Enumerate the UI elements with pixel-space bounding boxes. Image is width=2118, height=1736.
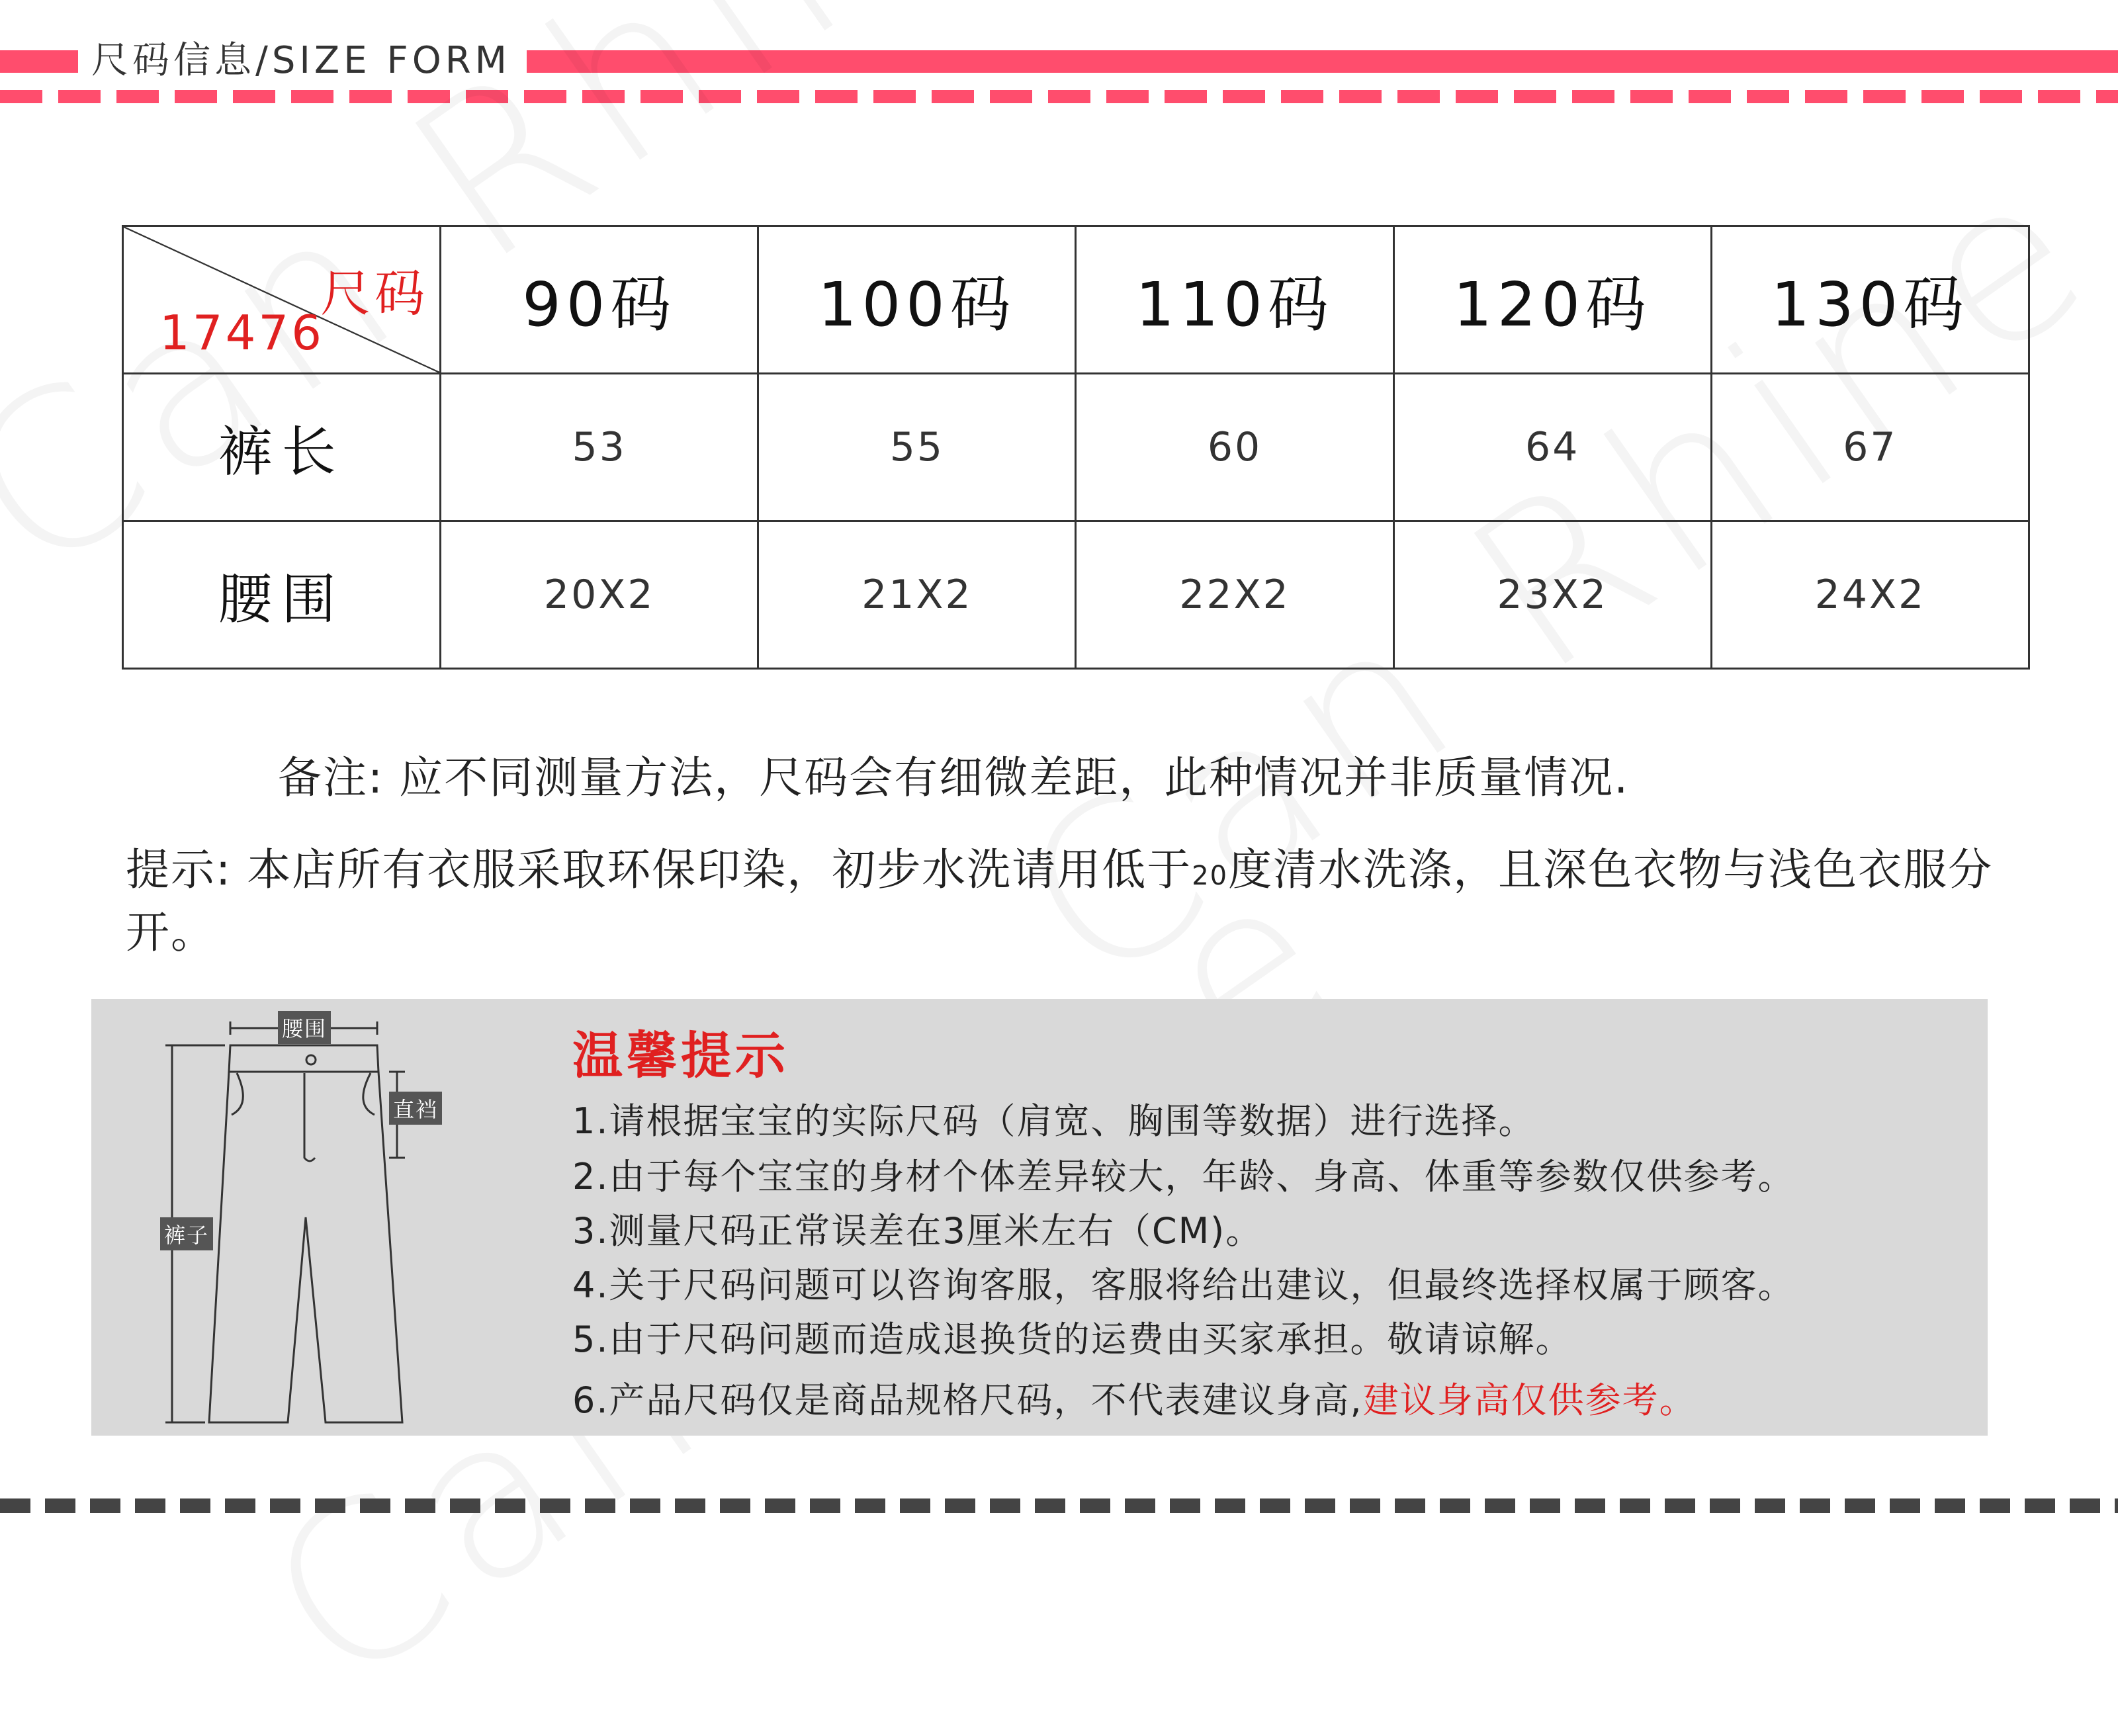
tip-item: 4.关于尺码问题可以咨询客服，客服将给出建议，但最终选择权属于顾客。 <box>572 1264 1795 1306</box>
tip-highlight: 建议身高仅供参考。 <box>1362 1379 1697 1421</box>
corner-size-label: 尺码 <box>320 264 429 323</box>
table-cell: 24X2 <box>1711 521 2029 669</box>
tip-item: 1.请根据宝宝的实际尺码（肩宽、胸围等数据）进行选择。 <box>572 1100 1536 1142</box>
tip-text: 6.产品尺码仅是商品规格尺码，不代表建议身高, <box>572 1379 1363 1421</box>
size-column-header: 110码 <box>1076 226 1393 374</box>
table-cell: 23X2 <box>1393 521 1711 669</box>
table-cell: 64 <box>1393 374 1711 521</box>
dashed-divider-bottom <box>0 1498 2118 1513</box>
hint-text: 度清水洗涤，且深色衣物与浅色衣服分开。 <box>126 844 1994 958</box>
pants-measurement-diagram <box>152 999 483 1436</box>
table-corner-cell <box>123 226 441 374</box>
table-cell: 21X2 <box>758 521 1076 669</box>
table-cell: 55 <box>758 374 1076 521</box>
table-row <box>123 521 2029 669</box>
length-label: 裤子 <box>160 1217 213 1250</box>
table-header-row <box>123 226 2029 374</box>
waist-label: 腰围 <box>278 1011 331 1044</box>
dashed-divider-top <box>0 90 2118 103</box>
tip-item <box>572 1372 1697 1423</box>
row-header-waist: 腰围 <box>123 521 441 669</box>
size-column-header: 90码 <box>441 226 758 374</box>
table-cell: 53 <box>441 374 758 521</box>
table-cell: 67 <box>1711 374 2029 521</box>
size-column-header: 120码 <box>1393 226 1711 374</box>
tips-title: 温馨提示 <box>572 1026 789 1085</box>
size-column-header: 130码 <box>1711 226 2029 374</box>
table-cell: 60 <box>1076 374 1393 521</box>
tip-item: 5.由于尺码问题而造成退换货的运费由买家承担。敬请谅解。 <box>572 1319 1573 1360</box>
rise-label: 直裆 <box>389 1092 442 1125</box>
hint-temperature: 20 <box>1192 861 1229 891</box>
size-table <box>122 225 2030 670</box>
table-cell: 22X2 <box>1076 521 1393 669</box>
header-bar-left <box>0 50 78 73</box>
tip-item: 2.由于每个宝宝的身材个体差异较大，年龄、身高、体重等参数仅供参考。 <box>572 1156 1795 1197</box>
hint-text: 提示: 本店所有衣服采取环保印染，初步水洗请用低于 <box>126 844 1192 895</box>
remark-note: 备注: 应不同测量方法，尺码会有细微差距，此种情况并非质量情况. <box>278 752 1630 803</box>
size-column-header: 100码 <box>758 226 1076 374</box>
table-row <box>123 374 2029 521</box>
washing-hint <box>126 842 2011 961</box>
page-title: 尺码信息/SIZE FORM <box>91 39 511 82</box>
product-code: 17476 <box>159 305 325 361</box>
row-header-length: 裤长 <box>123 374 441 521</box>
table-cell: 20X2 <box>441 521 758 669</box>
tip-item: 3.测量尺码正常误差在3厘米左右（CM)。 <box>572 1210 1263 1252</box>
